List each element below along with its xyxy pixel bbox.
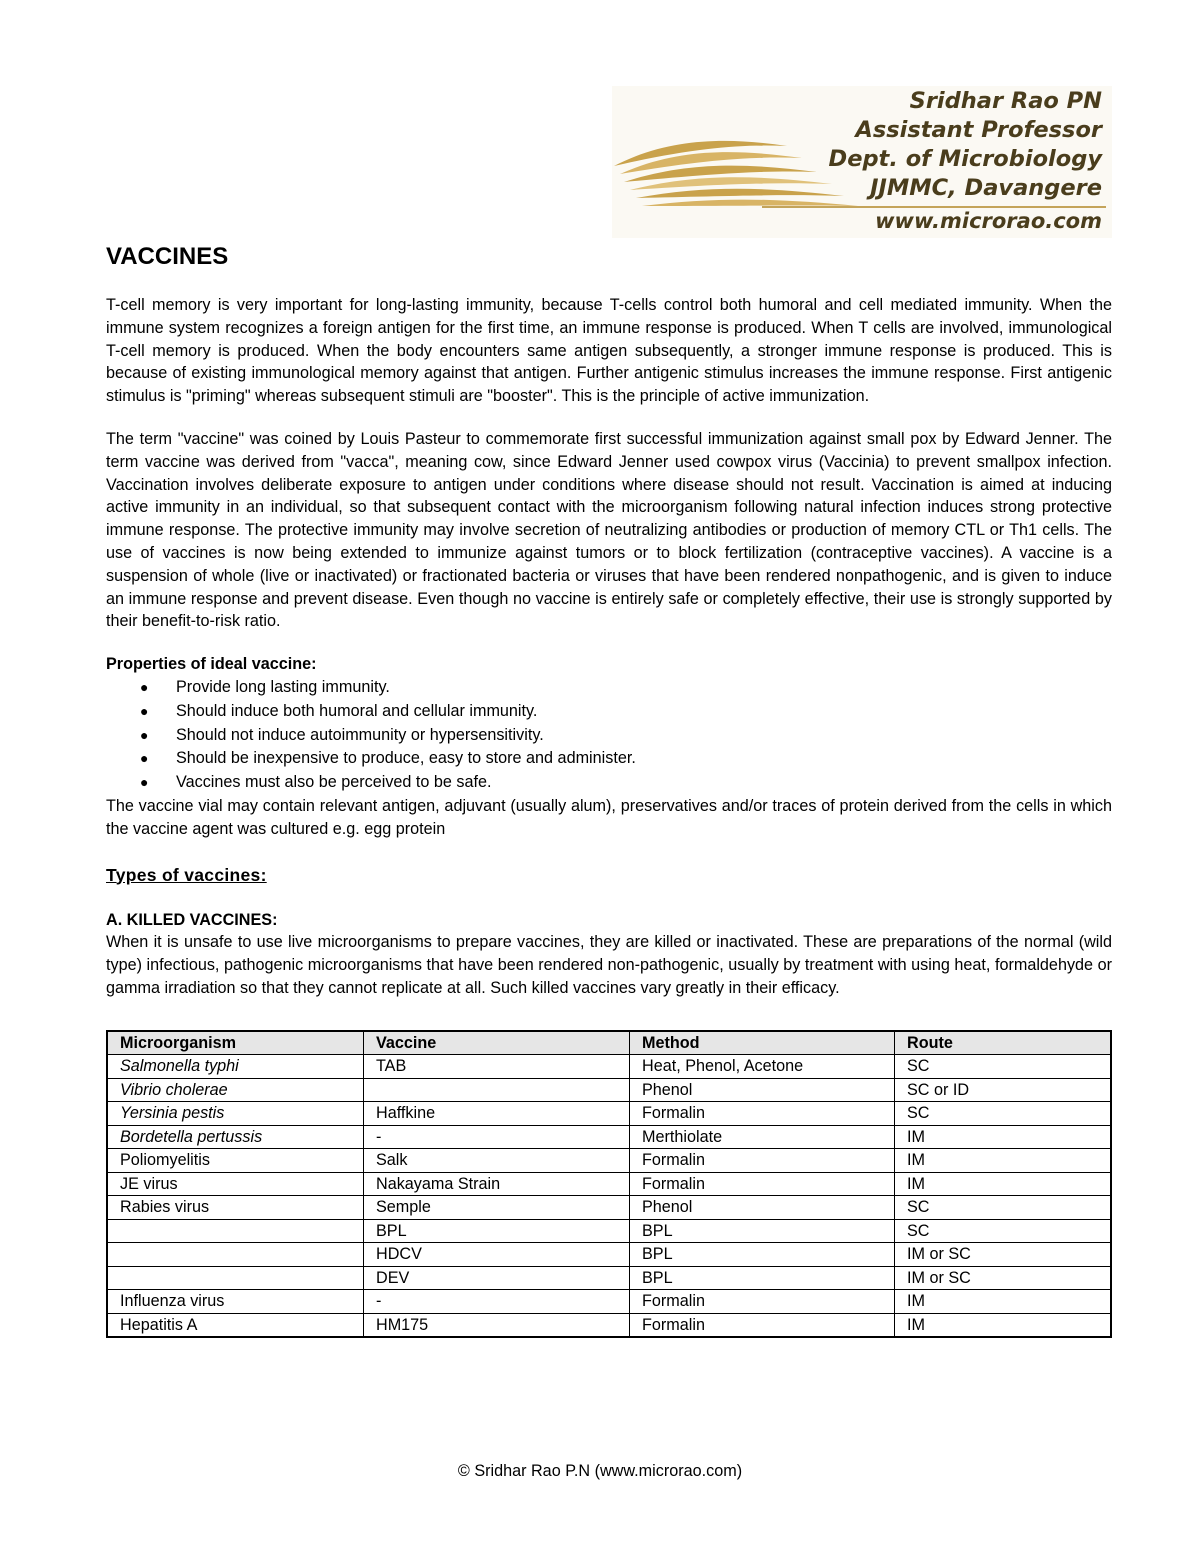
table-row [107, 1313, 1111, 1337]
column-header-vaccine: Vaccine [364, 1031, 630, 1055]
cell-route: IM or SC [895, 1266, 1112, 1290]
cell-route: IM [895, 1172, 1112, 1196]
column-header-route: Route [895, 1031, 1112, 1055]
cell-vaccine: Haffkine [364, 1102, 630, 1126]
cell-vaccine: Salk [364, 1149, 630, 1173]
table-header-row [107, 1031, 1111, 1055]
author-name: Sridhar Rao PN [909, 88, 1102, 114]
cell-method: BPL [630, 1243, 895, 1267]
cell-microorganism [107, 1243, 364, 1267]
table-row [107, 1219, 1111, 1243]
column-header-microorganism: Microorganism [107, 1031, 364, 1055]
table-row [107, 1243, 1111, 1267]
cell-method: Formalin [630, 1313, 895, 1337]
cell-vaccine: Nakayama Strain [364, 1172, 630, 1196]
cell-method: BPL [630, 1219, 895, 1243]
cell-vaccine: - [364, 1290, 630, 1314]
killed-vaccines-heading: A. KILLED VACCINES: [106, 910, 278, 929]
author-department: Dept. of Microbiology [828, 146, 1102, 172]
cell-method: Phenol [630, 1078, 895, 1102]
cell-route: IM [895, 1125, 1112, 1149]
cell-microorganism: Vibrio cholerae [107, 1078, 364, 1102]
cell-method: BPL [630, 1266, 895, 1290]
properties-list [106, 676, 1112, 795]
table-row [107, 1055, 1111, 1079]
list-item: ● Should not induce autoimmunity or hypersensitivity. [106, 724, 1112, 748]
cell-microorganism: Influenza virus [107, 1290, 364, 1314]
bullet-icon: ● [140, 702, 149, 719]
cell-route: IM [895, 1313, 1112, 1337]
cell-microorganism: Bordetella pertussis [107, 1125, 364, 1149]
list-item: ● Provide long lasting immunity. [106, 676, 1112, 700]
bullet-icon: ● [140, 678, 149, 695]
cell-vaccine: Semple [364, 1196, 630, 1220]
cell-microorganism [107, 1266, 364, 1290]
bullet-icon: ● [140, 750, 149, 767]
table-row [107, 1102, 1111, 1126]
cell-method: Merthiolate [630, 1125, 895, 1149]
cell-route: IM or SC [895, 1243, 1112, 1267]
page-title: VACCINES [106, 243, 229, 270]
cell-route: IM [895, 1290, 1112, 1314]
author-institution: JJMMC, Davangere [870, 175, 1102, 201]
cell-vaccine: - [364, 1125, 630, 1149]
cell-microorganism [107, 1219, 364, 1243]
table-row [107, 1125, 1111, 1149]
table-row [107, 1172, 1111, 1196]
vaccine-vial-paragraph: The vaccine vial may contain relevant antigen, adjuvant (usually alum), preservatives and/or traces of protein derived from the cells in which the vaccine agent was cultured e.g. egg protein [106, 796, 1112, 838]
header-logo [612, 86, 1112, 238]
document-body [106, 240, 1112, 1338]
cell-method: Formalin [630, 1290, 895, 1314]
cell-route: SC [895, 1055, 1112, 1079]
cell-microorganism: Rabies virus [107, 1196, 364, 1220]
cell-microorganism: Poliomyelitis [107, 1149, 364, 1173]
cell-route: SC [895, 1196, 1112, 1220]
list-item: ● Should be inexpensive to produce, easy to store and administer. [106, 747, 1112, 771]
table-row [107, 1196, 1111, 1220]
author-position: Assistant Professor [855, 117, 1102, 143]
cell-method: Heat, Phenol, Acetone [630, 1055, 895, 1079]
website-link[interactable]: www.microrao.com [875, 209, 1102, 233]
cell-vaccine: TAB [364, 1055, 630, 1079]
cell-vaccine: BPL [364, 1219, 630, 1243]
cell-method: Formalin [630, 1172, 895, 1196]
types-heading: Types of vaccines: [106, 864, 267, 885]
cell-vaccine: DEV [364, 1266, 630, 1290]
list-item: ● Vaccines must also be perceived to be safe. [106, 771, 1112, 795]
cell-microorganism: Salmonella typhi [107, 1055, 364, 1079]
cell-microorganism: Yersinia pestis [107, 1102, 364, 1126]
table-row [107, 1266, 1111, 1290]
cell-method: Formalin [630, 1102, 895, 1126]
cell-route: SC [895, 1219, 1112, 1243]
cell-microorganism: JE virus [107, 1172, 364, 1196]
table-row [107, 1078, 1111, 1102]
cell-method: Phenol [630, 1196, 895, 1220]
vaccine-definition-paragraph: The term "vaccine" was coined by Louis Pasteur to commemorate first successful immunization against small pox by Edward Jenner. The term vaccine was derived from "vacca", meaning cow, since Edward Jenner used cowpox virus (Vaccinia) to prevent smallpox infection. Vaccination involves deliberate exposure to antigen under conditions where disease should not result. Vaccination is aimed at inducing active immunity in an individual, so that subsequent contact with the microorganism following natural infection induces strong protective immune response. The protective immunity may involve secretion of neutralizing antibodies or production of memory CTL or Th1 cells. The use of vaccines is now being extended to immunize against tumors or to block fertilization (contraceptive vaccines). A vaccine is a suspension of whole (live or inactivated) or fractionated bacteria or viruses that have been rendered nonpathogenic, and is given to induce an immune response and prevent disease. Even though no vaccine is entirely safe or completely effective, their use is strongly supported by their benefit-to-risk ratio. [106, 429, 1112, 631]
cell-route: IM [895, 1149, 1112, 1173]
properties-heading: Properties of ideal vaccine: [106, 655, 317, 674]
bullet-icon: ● [140, 774, 149, 791]
page-footer: © Sridhar Rao P.N (www.microrao.com) [457, 1462, 743, 1480]
logo-divider [762, 206, 1106, 208]
cell-route: SC or ID [895, 1078, 1112, 1102]
intro-paragraph: T-cell memory is very important for long-lasting immunity, because T-cells control both humoral and cell mediated immunity. When the immune system recognizes a foreign antigen for the first time, an immune response is produced. When T cells are involved, immunological T-cell memory is produced. When the body encounters same antigen subsequently, a stronger immune response is produced. This is because of existing immunological memory against that antigen. Further antigenic stimulus increases the immune response. First antigenic stimulus is "priming" whereas subsequent stimuli are "booster". This is the principle of active immunization. [106, 296, 1112, 406]
cell-method: Formalin [630, 1149, 895, 1173]
cell-vaccine [364, 1078, 630, 1102]
cell-microorganism: Hepatitis A [107, 1313, 364, 1337]
killed-vaccines-paragraph: When it is unsafe to use live microorganisms to prepare vaccines, they are killed or inactivated. These are preparations of the normal (wild type) infectious, pathogenic microorganisms that have been rendered non-pathogenic, usually by treatment with using heat, formaldehyde or gamma irradiation so that they cannot replicate at all. Such killed vaccines vary greatly in their efficacy. [106, 933, 1112, 997]
table-row [107, 1290, 1111, 1314]
killed-vaccines-table [106, 1030, 1112, 1339]
bullet-icon: ● [140, 726, 149, 743]
column-header-method: Method [630, 1031, 895, 1055]
cell-route: SC [895, 1102, 1112, 1126]
table-row [107, 1149, 1111, 1173]
cell-vaccine: HM175 [364, 1313, 630, 1337]
list-item: ● Should induce both humoral and cellular immunity. [106, 700, 1112, 724]
cell-vaccine: HDCV [364, 1243, 630, 1267]
